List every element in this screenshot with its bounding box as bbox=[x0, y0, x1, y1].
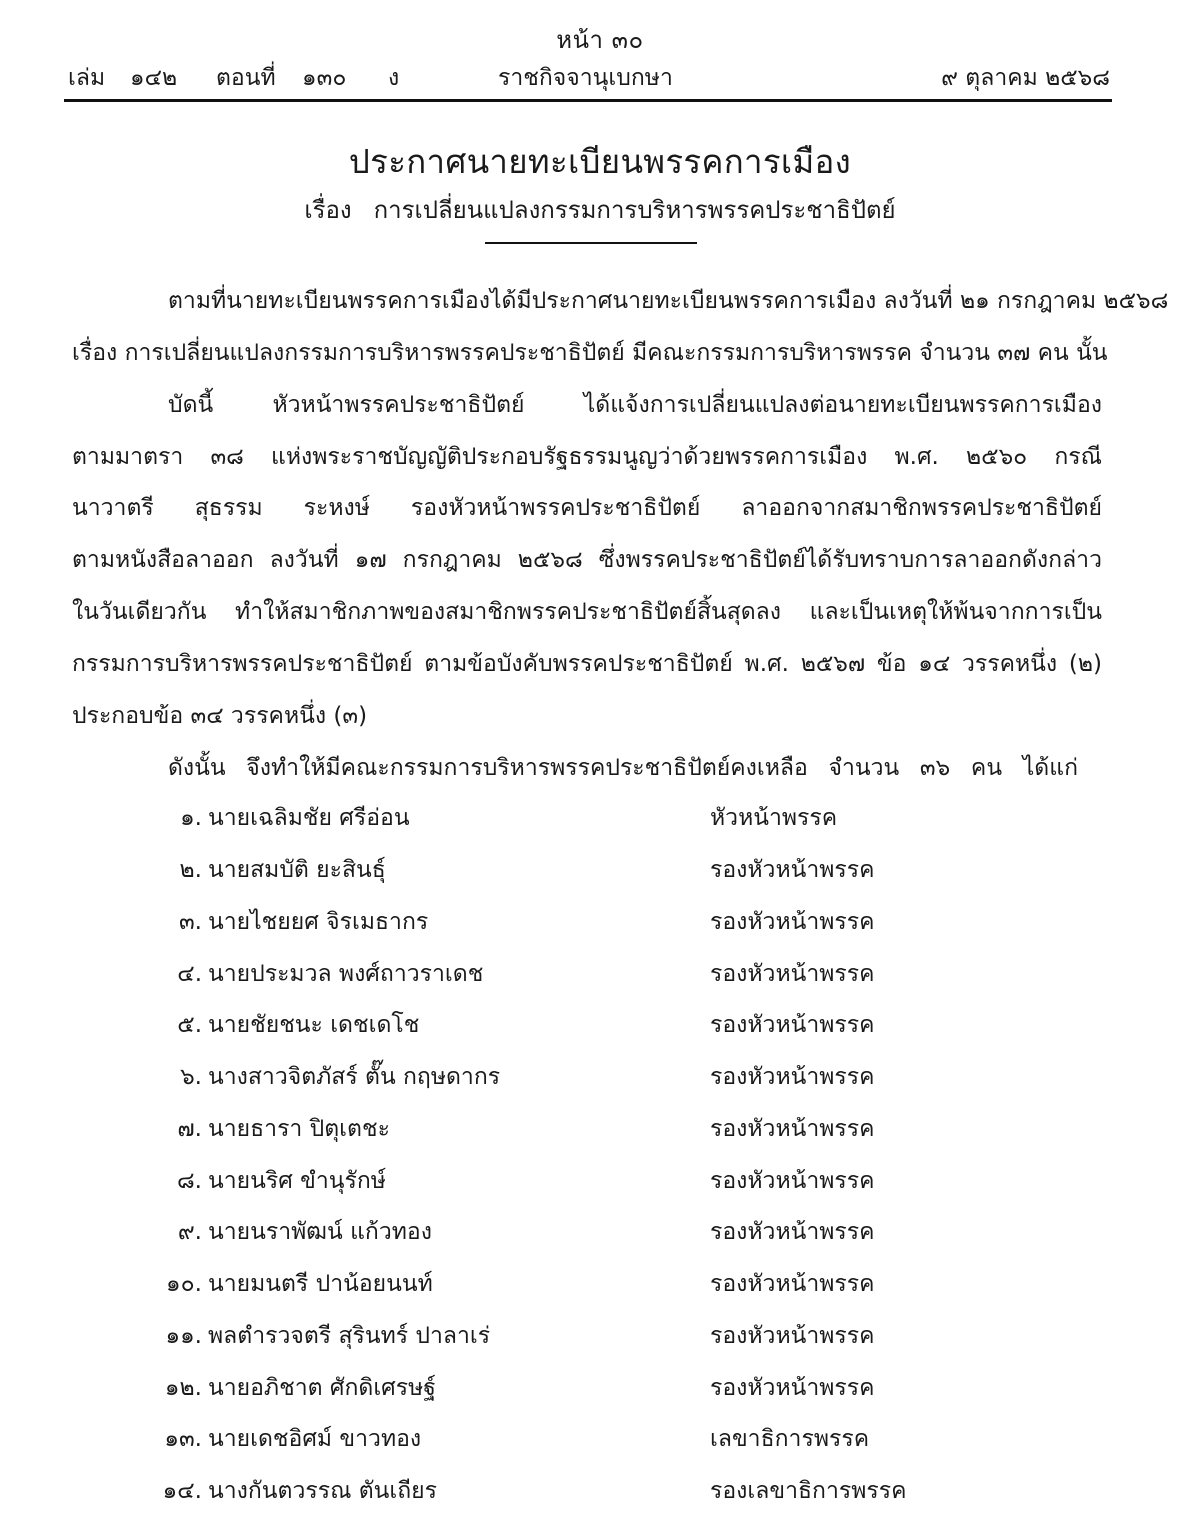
member-name: นางกันตวรรณ ตันเถียร bbox=[208, 1478, 438, 1504]
member-name: นายธารา ปิตุเตชะ bbox=[208, 1116, 390, 1142]
item-number: ๓. bbox=[178, 909, 202, 935]
gazette-header bbox=[68, 60, 1110, 96]
volume-number: ๑๔๒ bbox=[130, 65, 178, 91]
list-item bbox=[0, 1371, 1200, 1405]
list-item bbox=[0, 853, 1200, 887]
item-number: ๗. bbox=[177, 1116, 202, 1142]
member-position: รองหัวหน้าพรรค bbox=[710, 1271, 875, 1297]
member-position: รองหัวหน้าพรรค bbox=[710, 1012, 875, 1038]
issue-suffix: ง bbox=[388, 65, 400, 91]
subject-text: การเปลี่ยนแปลงกรรมการบริหารพรรคประชาธิปัตย์ bbox=[373, 196, 896, 224]
member-name: นายอภิชาต ศักดิเศรษฐ์ bbox=[208, 1375, 436, 1401]
subject-label: เรื่อง bbox=[304, 196, 352, 224]
item-number: ๑๔. bbox=[162, 1478, 202, 1504]
item-number: ๖. bbox=[180, 1064, 202, 1090]
item-number: ๑๑. bbox=[165, 1323, 202, 1349]
body-line: นาวาตรี สุธรรม ระหงษ์ รองหัวหน้าพรรคประชาธิปัตย์ ลาออกจากสมาชิกพรรคประชาธิปัตย์ bbox=[72, 495, 1102, 521]
list-item bbox=[0, 1112, 1200, 1146]
announcement-subject bbox=[0, 190, 1200, 229]
item-number: ๔. bbox=[177, 961, 202, 987]
list-item bbox=[0, 1474, 1200, 1508]
issue-number: ๑๓๐ bbox=[302, 65, 347, 91]
list-item bbox=[0, 1267, 1200, 1301]
member-name: นายนริศ ขำนุรักษ์ bbox=[208, 1168, 386, 1194]
member-name: พลตำรวจตรี สุรินทร์ ปาลาเร่ bbox=[208, 1323, 491, 1349]
member-position: รองหัวหน้าพรรค bbox=[710, 1219, 875, 1245]
member-position: รองเลขาธิการพรรค bbox=[710, 1478, 907, 1504]
member-name: นายนราพัฒน์ แก้วทอง bbox=[208, 1219, 432, 1245]
member-name: นายไชยยศ จิรเมธากร bbox=[208, 909, 429, 935]
item-number: ๑๓. bbox=[164, 1426, 202, 1452]
list-item bbox=[0, 1422, 1200, 1456]
member-position: รองหัวหน้าพรรค bbox=[710, 909, 875, 935]
body-line: บัดนี้ หัวหน้าพรรคประชาธิปัตย์ ได้แจ้งการเปลี่ยนแปลงต่อนายทะเบียนพรรคการเมือง bbox=[168, 392, 1102, 418]
member-position: รองหัวหน้าพรรค bbox=[710, 1323, 875, 1349]
item-number: ๘. bbox=[176, 1168, 202, 1194]
member-position: รองหัวหน้าพรรค bbox=[710, 1116, 875, 1142]
item-number: ๑๒. bbox=[164, 1375, 202, 1401]
page-number: หน้า ๓๐ bbox=[556, 26, 644, 54]
member-name: นายประมวล พงศ์ถาวราเดช bbox=[208, 961, 484, 987]
body-line: ในวันเดียวกัน ทำให้สมาชิกภาพของสมาชิกพรรคประชาธิปัตย์สิ้นสุดลง และเป็นเหตุให้พ้นจากการเป็น bbox=[72, 599, 1102, 625]
list-item bbox=[0, 801, 1200, 835]
member-position: รองหัวหน้าพรรค bbox=[710, 857, 875, 883]
list-item bbox=[0, 905, 1200, 939]
list-item bbox=[0, 957, 1200, 991]
member-position: เลขาธิการพรรค bbox=[710, 1426, 870, 1452]
issue-label: ตอนที่ bbox=[216, 65, 276, 91]
body-line: ตามมาตรา ๓๘ แห่งพระราชบัญญัติประกอบรัฐธรรมนูญว่าด้วยพรรคการเมือง พ.ศ. ๒๕๖๐ กรณี bbox=[72, 444, 1102, 470]
member-name: นายเดชอิศม์ ขาวทอง bbox=[208, 1426, 422, 1452]
title-divider bbox=[485, 242, 697, 244]
list-item bbox=[0, 1215, 1200, 1249]
member-name: นางสาวจิตภัสร์ ตั๊น กฤษดากร bbox=[208, 1064, 501, 1090]
member-name: นายสมบัติ ยะสินธุ์ bbox=[208, 857, 386, 883]
header-divider bbox=[64, 99, 1112, 102]
member-name: นายเฉลิมชัย ศรีอ่อน bbox=[208, 805, 410, 831]
member-position: รองหัวหน้าพรรค bbox=[710, 1064, 875, 1090]
announcement-title: ประกาศนายทะเบียนพรรคการเมือง bbox=[348, 142, 852, 181]
item-number: ๕. bbox=[177, 1012, 202, 1038]
body-line: กรรมการบริหารพรรคประชาธิปัตย์ ตามข้อบังคับพรรคประชาธิปัตย์ พ.ศ. ๒๕๖๗ ข้อ ๑๔ วรรคหนึ่ง (๒) bbox=[72, 651, 1102, 677]
member-position: รองหัวหน้าพรรค bbox=[710, 1168, 875, 1194]
member-position: รองหัวหน้าพรรค bbox=[710, 961, 875, 987]
gazette-name: ราชกิจจานุเบกษา bbox=[498, 65, 673, 91]
member-name: นายชัยชนะ เดชเดโช bbox=[208, 1012, 420, 1038]
publication-date: ๙ ตุลาคม ๒๕๖๘ bbox=[941, 65, 1110, 91]
member-position: หัวหน้าพรรค bbox=[710, 805, 838, 831]
item-number: ๙. bbox=[177, 1219, 202, 1245]
body-line: เรื่อง การเปลี่ยนแปลงกรรมการบริหารพรรคประชาธิปัตย์ มีคณะกรรมการบริหารพรรค จำนวน ๓๗ คน นั้น bbox=[72, 340, 1108, 366]
item-number: ๑. bbox=[180, 805, 202, 831]
body-line: ดังนั้น จึงทำให้มีคณะกรรมการบริหารพรรคประชาธิปัตย์คงเหลือ จำนวน ๓๖ คน ได้แก่ bbox=[168, 755, 1078, 781]
list-item bbox=[0, 1008, 1200, 1042]
list-item bbox=[0, 1319, 1200, 1353]
volume-label: เล่ม bbox=[68, 65, 106, 91]
body-line: ประกอบข้อ ๓๔ วรรคหนึ่ง (๓) bbox=[72, 703, 368, 729]
member-name: นายมนตรี ปาน้อยนนท์ bbox=[208, 1271, 433, 1297]
list-item bbox=[0, 1164, 1200, 1198]
member-position: รองหัวหน้าพรรค bbox=[710, 1375, 875, 1401]
item-number: ๑๐. bbox=[166, 1271, 202, 1297]
list-item bbox=[0, 1060, 1200, 1094]
body-line: ตามหนังสือลาออก ลงวันที่ ๑๗ กรกฎาคม ๒๕๖๘ ซึ่งพรรคประชาธิปัตย์ได้รับทราบการลาออกดังกล่าว bbox=[72, 547, 1102, 573]
body-line: ตามที่นายทะเบียนพรรคการเมืองได้มีประกาศนายทะเบียนพรรคการเมือง ลงวันที่ ๒๑ กรกฎาคม ๒๕๖๘ bbox=[168, 288, 1169, 314]
item-number: ๒. bbox=[179, 857, 202, 883]
